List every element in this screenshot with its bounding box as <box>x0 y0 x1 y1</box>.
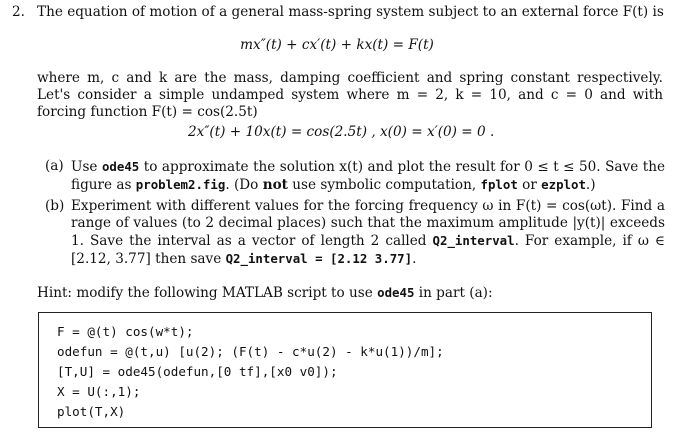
inline-code-ezplot: ezplot <box>541 177 586 192</box>
part-b-text: Experiment with different values for the forcing frequency ω in F(t) = cos(ωt). Find a range of values (to 2 decimal places) such that the maximum amplitude |y(t)| exceeds 1. Save the interval as a vector of length 2 called Q2_interval. For example, if ω ∈ [2.12, 3.77] then save Q2_interval = [2.12 3.77]. <box>71 198 665 267</box>
matlab-code-block <box>38 312 652 428</box>
inline-code-fplot: fplot <box>480 177 518 192</box>
code-line: X = U(:,1); <box>57 384 141 399</box>
inline-code-ode45-hint: ode45 <box>377 285 415 300</box>
part-b-label: (b) <box>45 198 65 214</box>
problem-intro: The equation of motion of a general mass-spring system subject to an external force F(t) is <box>37 4 664 20</box>
system-description: where m, c and k are the mass, damping coefficient and spring constant respectively. Let's consider a simple undamped system where m = 2, k = 10, and c = 0 and with forcing function F(t) = cos(2.5t) <box>37 70 663 120</box>
hint-text: Hint: modify the following MATLAB script to use ode45 in part (a): <box>37 285 493 301</box>
code-line: F = @(t) cos(w*t); <box>57 324 194 339</box>
code-line: odefun = @(t,u) [u(2); (F(t) - c*u(2) - k*u(1))/m]; <box>57 344 444 359</box>
inline-code-ode45: ode45 <box>101 159 140 174</box>
problem-number: 2. <box>12 4 25 20</box>
emphasis-not: not <box>262 177 288 193</box>
inline-code-q2-interval: Q2_interval <box>432 233 515 248</box>
inline-code-q2-example: Q2_interval = [2.12 3.77] <box>225 251 413 266</box>
inline-code-filename: problem2.fig <box>135 177 226 192</box>
specific-equation: 2x″(t) + 10x(t) = cos(2.5t) , x(0) = x′(0) = 0 . <box>188 124 495 140</box>
part-a-text: Use ode45 to approximate the solution x(t) and plot the result for 0 ≤ t ≤ 50. Save the figure as problem2.fig. (Do not use symbolic computation, fplot or ezplot.) <box>71 159 665 193</box>
code-line: plot(T,X) <box>57 404 126 419</box>
general-equation: mx″(t) + cx′(t) + kx(t) = F(t) <box>240 37 434 53</box>
code-line: [T,U] = ode45(odefun,[0 tf],[x0 v0]); <box>57 364 338 379</box>
part-a-label: (a) <box>45 158 64 174</box>
